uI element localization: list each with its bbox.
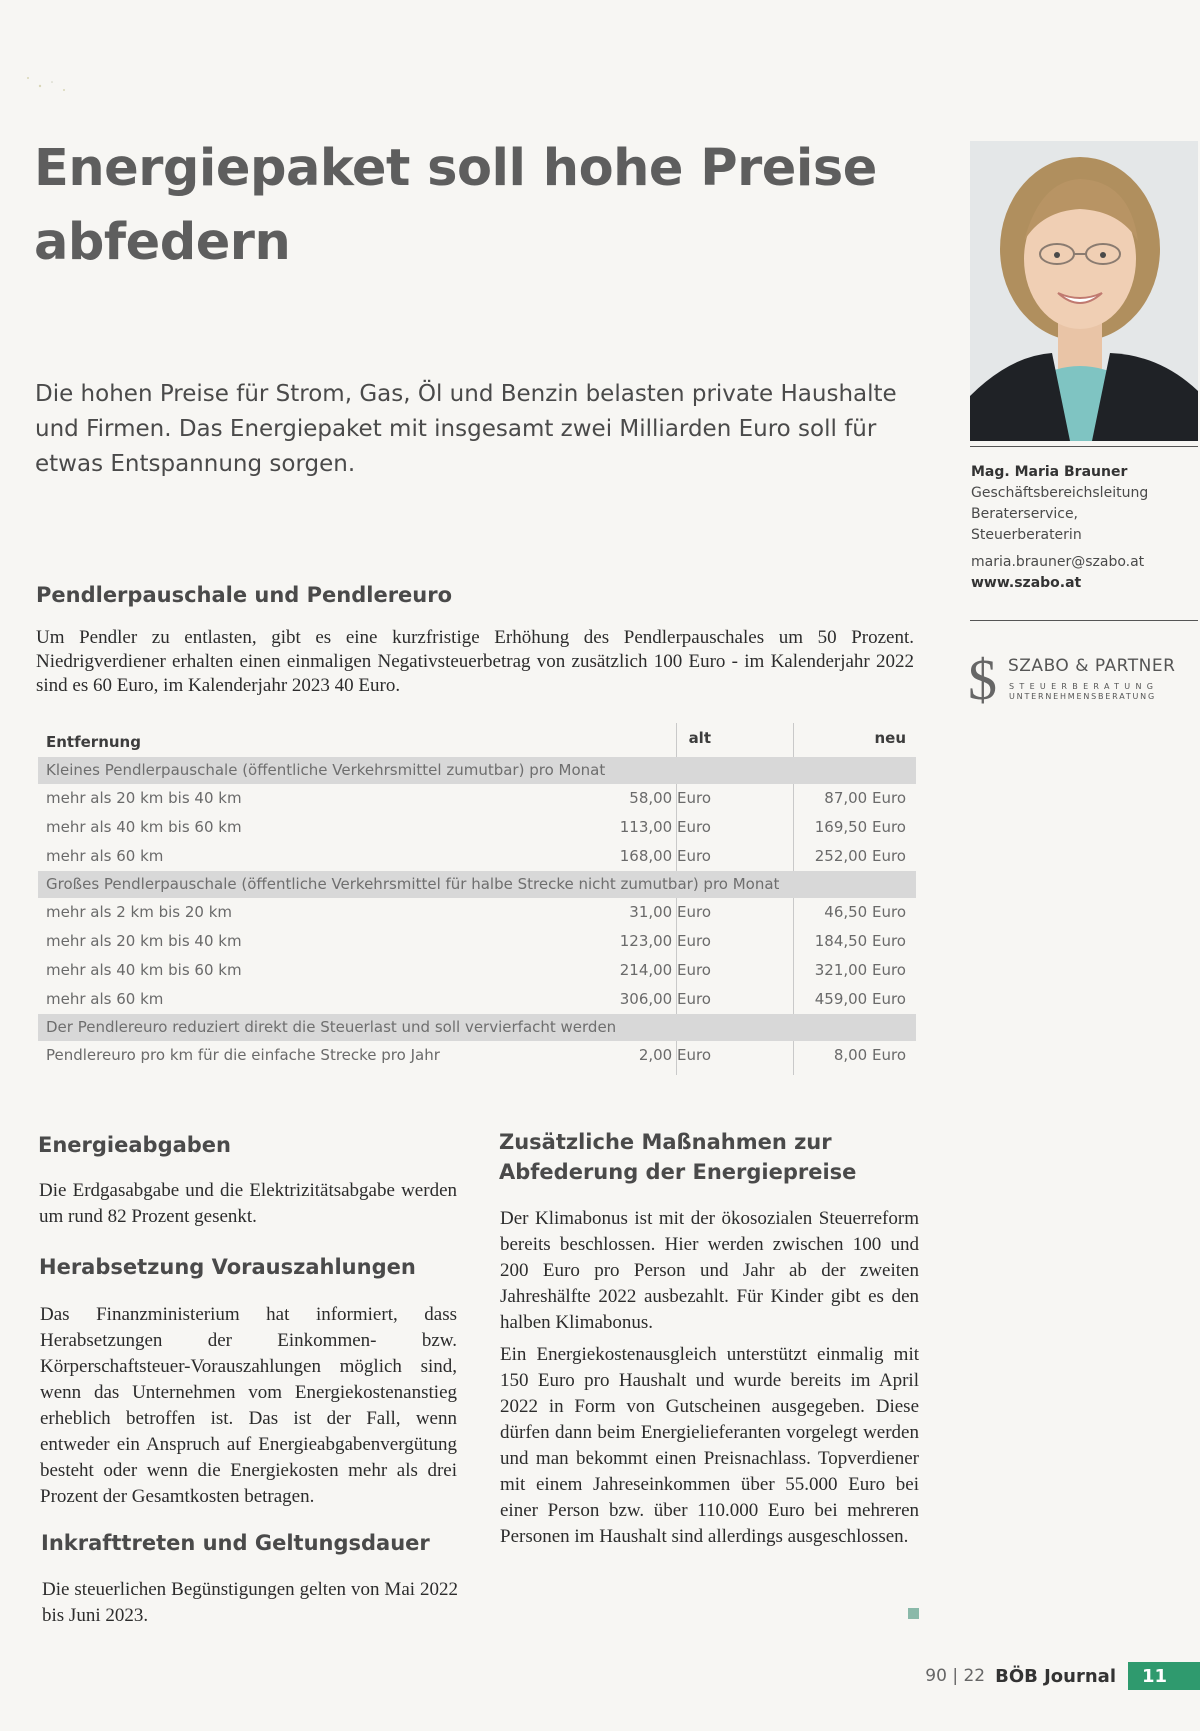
column-header-old: alt: [688, 729, 711, 747]
table-cell-old: 31,00 Euro: [629, 903, 711, 921]
section-text-energiekostenausgleich: Ein Energiekostenausgleich unterstützt einmalig mit 150 Euro pro Haushalt und wurde bereits im April 2022 in Form von Gutscheinen ausgegeben. Diese dürfen dann beim Energielieferanten vorgelegt werden und man bekommt einen Preisnachlass. Topverdiener mit einem Jahreseinkommen über 55.000 Euro bei einer Person bzw. über 110.000 Euro bei mehreren Personen im Haushalt sind allerdings ausgeschlossen.: [500, 1344, 919, 1547]
table-row: [38, 956, 916, 985]
section-heading-energieabgaben: Energieabgaben: [38, 1133, 231, 1157]
table-row: [38, 1041, 916, 1070]
table-cell-distance: mehr als 20 km bis 40 km: [46, 932, 242, 950]
column-header-distance: Entfernung: [46, 733, 141, 751]
sidebar-divider-bottom: [970, 620, 1198, 621]
table-cell-old: 168,00 Euro: [619, 847, 711, 865]
table-cell-old: 214,00 Euro: [619, 961, 711, 979]
table-cell-old: 2,00 Euro: [638, 1046, 711, 1064]
section-heading-massnahmen-line1: Zusätzliche Maßnahmen zur: [499, 1130, 832, 1154]
table-cell-distance: Pendlereuro pro km für die einfache Strecke pro Jahr: [46, 1046, 440, 1064]
author-name: Mag. Maria Brauner: [971, 464, 1128, 480]
table-cell-distance: mehr als 40 km bis 60 km: [46, 961, 242, 979]
table-cell-new: 8,00 Euro: [833, 1046, 906, 1064]
section-heading-massnahmen-line2: Abfederung der Energiepreise: [499, 1160, 857, 1184]
section-heading-vorauszahlungen: Herabsetzung Vorauszahlungen: [39, 1255, 416, 1279]
section-text-vorauszahlungen: Das Finanzministerium hat informiert, dass Herabsetzungen der Einkommen- bzw. Körperschaftsteuer-Vorauszahlungen möglich sind, wenn das Unternehmen vom Energiekostenanstieg erheblich betroffen ist. Das ist der Fall, wenn entweder ein Anspruch auf Energieabgabenvergütung besteht oder wenn die Energiekosten mehr als drei Prozent der Gesamtkosten betragen.: [40, 1304, 457, 1507]
author-email-link[interactable]: maria.brauner@szabo.at: [971, 554, 1145, 570]
section-text-klimabonus: Der Klimabonus ist mit der ökosozialen Steuerreform bereits beschlossen. Hier werden zwischen 100 und 200 Euro pro Person und Jahr ab der zweiten Jahreshälfte 2022 ausbezahlt. Für Kinder gibt es den halben Klimabonus.: [500, 1208, 919, 1333]
page-footer: [925, 1660, 1200, 1692]
table-cell-old: 58,00 Euro: [629, 789, 711, 807]
paper-specks: [22, 74, 72, 104]
table-cell-distance: mehr als 60 km: [46, 847, 164, 865]
section-heading-massnahmen: [499, 1127, 929, 1187]
table-row: [38, 927, 916, 956]
dollar-logo-icon: $: [968, 647, 997, 712]
table-header-row: [38, 723, 916, 757]
page-number: 11: [1128, 1662, 1200, 1690]
article-title-line2: abfedern: [34, 213, 291, 272]
table-cell-old: 123,00 Euro: [619, 932, 711, 950]
column-header-new: neu: [874, 729, 906, 747]
table-cell-distance: mehr als 40 km bis 60 km: [46, 818, 242, 836]
table-cell-new: 252,00 Euro: [814, 847, 906, 865]
table-section-title: Kleines Pendlerpauschale (öffentliche Verkehrsmittel zumutbar) pro Monat: [46, 761, 606, 779]
table-section-row: [38, 871, 916, 898]
table-cell-new: 169,50 Euro: [814, 818, 906, 836]
logo-brand: SZABO & PARTNER: [1008, 656, 1176, 676]
journal-name: BÖB Journal: [995, 1665, 1116, 1687]
table-row: [38, 813, 916, 842]
table-section-row: [38, 757, 916, 784]
issue-number: 90 | 22: [925, 1666, 986, 1686]
logo-tagline-1: STEUERBERATUNG: [1009, 682, 1159, 691]
author-profile: [971, 462, 1196, 594]
table-cell-new: 459,00 Euro: [814, 990, 906, 1008]
article-lead: Die hohen Preise für Strom, Gas, Öl und Benzin belasten private Haushalte und Firmen. Das Energiepaket mit insgesamt zwei Milliarden Euro soll für etwas Entspannung sorgen.: [35, 381, 897, 477]
table-cell-distance: mehr als 60 km: [46, 990, 164, 1008]
table-cell-old: 306,00 Euro: [619, 990, 711, 1008]
section-heading-pendler: Pendlerpauschale und Pendlereuro: [36, 583, 453, 607]
article-title-line1: Energiepaket soll hohe Preise: [34, 139, 877, 198]
company-logo: [968, 648, 1198, 712]
sidebar-divider-top: [970, 446, 1198, 447]
table-cell-new: 46,50 Euro: [824, 903, 906, 921]
author-role-line3: Steuerberaterin: [971, 527, 1082, 543]
section-heading-inkrafttreten: Inkrafttreten und Geltungsdauer: [41, 1531, 430, 1555]
author-photo: [970, 141, 1198, 441]
table-row: [38, 784, 916, 813]
table-row: [38, 898, 916, 927]
article-title: [34, 132, 914, 280]
table-cell-distance: mehr als 2 km bis 20 km: [46, 903, 233, 921]
section-text-pendler: Um Pendler zu entlasten, gibt es eine kurzfristige Erhöhung des Pendlerpauschales um 50 Prozent. Niedrigverdiener erhalten einen einmaligen Negativsteuerbetrag von zusätzlich 100 Euro - im Kalenderjahr 2022 sind es 60 Euro, im Kalenderjahr 2023 40 Euro.: [36, 627, 914, 696]
table-section-row: [38, 1014, 916, 1041]
logo-tagline-2: UNTERNEHMENSBERATUNG: [1009, 692, 1156, 701]
section-text-inkrafttreten: Die steuerlichen Begünstigungen gelten von Mai 2022 bis Juni 2023.: [42, 1579, 458, 1626]
end-of-article-mark: [908, 1608, 919, 1619]
table-section-title: Großes Pendlerpauschale (öffentliche Verkehrsmittel für halbe Strecke nicht zumutbar) pro Monat: [46, 875, 780, 893]
table-cell-new: 321,00 Euro: [814, 961, 906, 979]
table-cell-new: 184,50 Euro: [814, 932, 906, 950]
table-cell-old: 113,00 Euro: [619, 818, 711, 836]
author-role-line1: Geschäftsbereichsleitung: [971, 485, 1149, 501]
author-website-link[interactable]: www.szabo.at: [971, 575, 1082, 591]
table-cell-distance: mehr als 20 km bis 40 km: [46, 789, 242, 807]
table-section-title: Der Pendlereuro reduziert direkt die Steuerlast und soll vervierfacht werden: [46, 1018, 617, 1036]
commuter-allowance-table: [38, 723, 916, 1070]
table-cell-new: 87,00 Euro: [824, 789, 906, 807]
section-text-energieabgaben: Die Erdgasabgabe und die Elektrizitätsabgabe werden um rund 82 Prozent gesenkt.: [39, 1180, 457, 1227]
table-row: [38, 842, 916, 871]
author-role-line2: Beraterservice,: [971, 506, 1079, 522]
table-row: [38, 985, 916, 1014]
